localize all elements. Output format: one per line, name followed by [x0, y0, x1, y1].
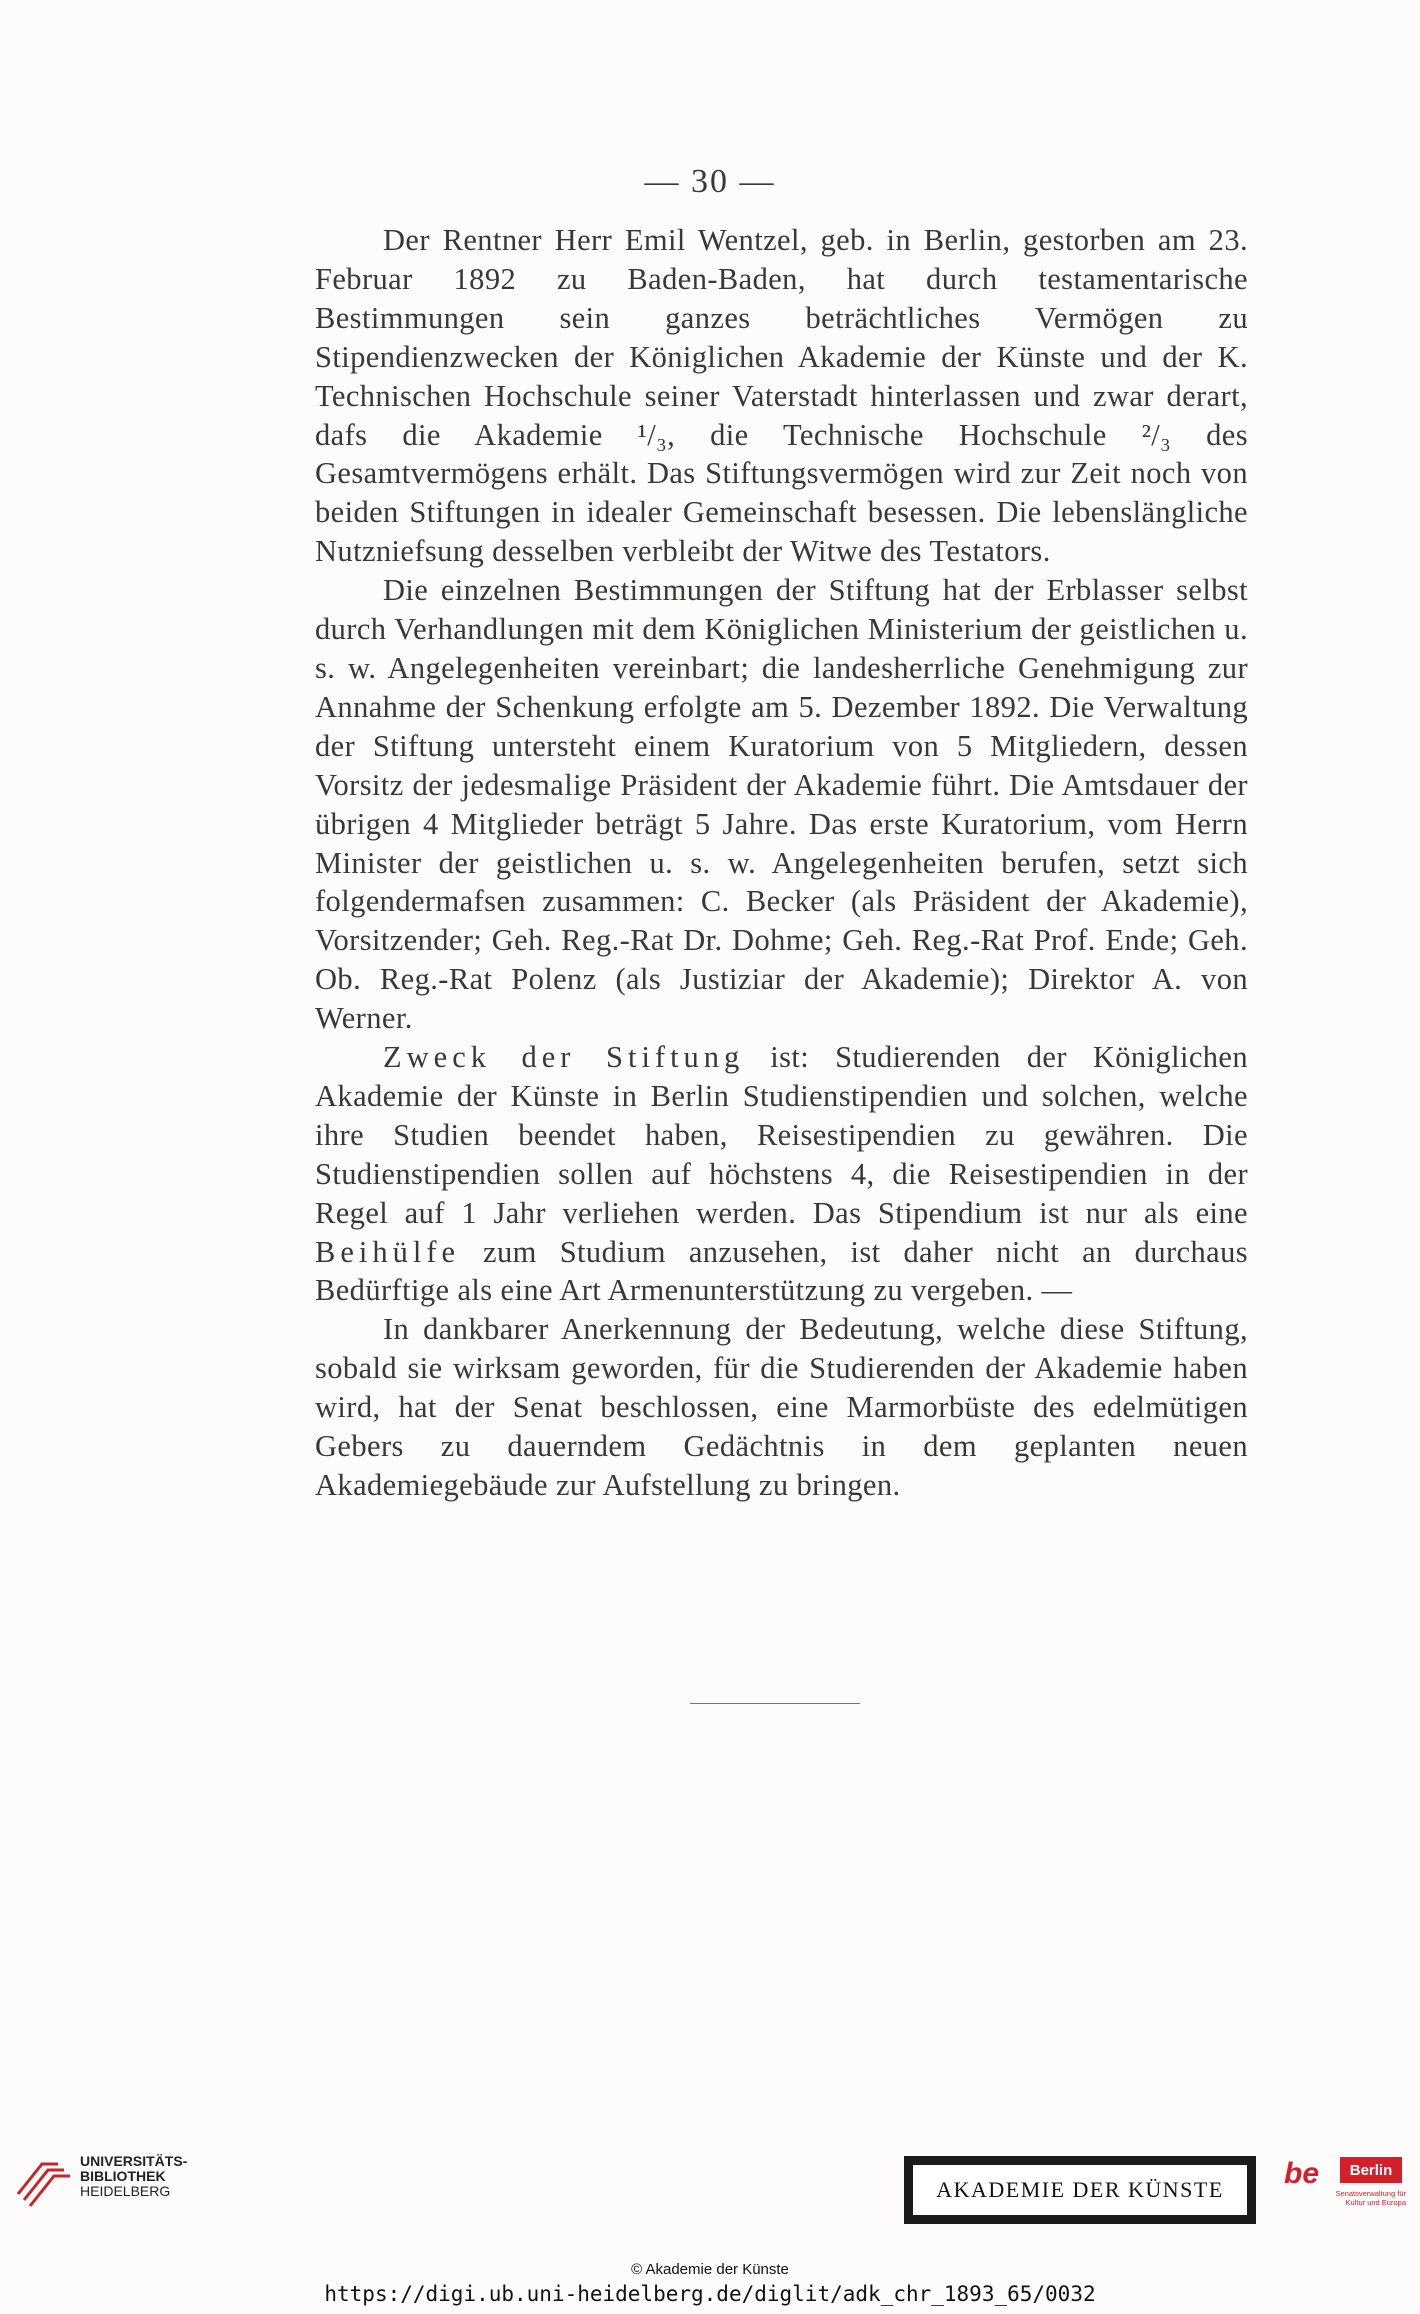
copyright-notice: © Akademie der Künste	[631, 2261, 789, 2278]
paragraph-3-text: ist: Studierenden der Königlichen Akademie der Künste in Berlin Studienstipendien und solchen, welche ihre Studien beendet haben, Reisestipendien zu gewähren. Die Studienstipendien sollen auf höchstens 4, die Reisestipendien in der Regel auf 1 Jahr verliehen werden. Das Stipendium ist nur als eine	[315, 1040, 1248, 1230]
spaced-word-beihuelfe: Beihülfe	[315, 1234, 461, 1269]
berlin-logo-subtitle: Senatsverwaltung für Kultur und Europa	[1335, 2189, 1406, 2207]
paragraph-3	[315, 1038, 1248, 1310]
berlin-senate-logo	[1282, 2153, 1406, 2223]
akademie-badge-label: AKADEMIE DER KÜNSTE	[913, 2165, 1247, 2215]
library-name-line-2: BIBLIOTHEK	[80, 2168, 166, 2184]
paragraph-1: Der Rentner Herr Emil Wentzel, geb. in Berlin, gestorben am 23. Februar 1892 zu Baden-Baden, hat durch testamentarische Bestimmungen sein ganzes beträchtliches Vermögen zu Stipendienzwecken der Königlichen Akademie der Künste und der K. Technischen Hochschule seiner Vaterstadt hinterlassen und zwar derart, dafs die Akademie ¹/₃, die Technische Hochschule ²/₃ des Gesamtvermögens erhält. Das Stiftungsvermögen wird zur Zeit noch von beiden Stiftungen in idealer Gemeinschaft besessen. Die lebenslängliche Nutzniefsung desselben verbleibt der Witwe des Testators.	[315, 223, 1248, 569]
paragraph-4: In dankbarer Anerkennung der Bedeutung, welche diese Stiftung, sobald sie wirksam geworden, für die Studierenden der Akademie haben wird, hat der Senat beschlossen, eine Marmorbüste des edelmütigen Gebers zu dauerndem Gedächtnis in dem geplanten neuen Akademiegebäude zur Aufstellung zu bringen.	[315, 1312, 1248, 1502]
paragraph-2: Die einzelnen Bestimmungen der Stiftung hat der Erblasser selbst durch Verhandlungen mit dem Königlichen Ministerium der geistlichen u. s. w. Angelegenheiten vereinbart; die landesherrliche Genehmigung zur Annahme der Schenkung erfolgte am 5. Dezember 1892. Die Verwaltung der Stiftung untersteht einem Kuratorium von 5 Mitgliedern, dessen Vorsitz der jedesmalige Präsident der Akademie führt. Die Amtsdauer der übrigen 4 Mitglieder beträgt 5 Jahre. Das erste Kuratorium, vom Herrn Minister der geistlichen u. s. w. Angelegenheiten berufen, setzt sich folgendermafsen zusammen: C. Becker (als Präsident der Akademie), Vorsitzender; Geh. Reg.-Rat Dr. Dohme; Geh. Reg.-Rat Prof. Ende; Geh. Ob. Reg.-Rat Polenz (als Justiziar der Akademie); Direktor A. von Werner.	[315, 573, 1248, 1036]
berlin-logo-name: Berlin	[1340, 2157, 1402, 2183]
permalink-url[interactable]: https://digi.ub.uni-heidelberg.de/diglit/adk_chr_1893_65/0032	[324, 2282, 1096, 2306]
page-number: — 30 —	[644, 163, 776, 200]
library-name-line-1: UNIVERSITÄTS-	[80, 2153, 188, 2169]
end-divider	[690, 1703, 860, 1704]
library-name-line-3: HEIDELBERG	[80, 2183, 171, 2199]
paragraph-3-text-after: zum Studium anzusehen, ist daher nicht an durchaus Bedürftige als eine Art Armenunterstützung zu vergeben. —	[315, 1234, 1248, 1308]
spaced-heading-zweck: Zweck der Stiftung	[383, 1040, 745, 1075]
akademie-der-kuenste-badge	[904, 2156, 1256, 2224]
body-text	[315, 221, 1248, 1505]
berlin-logo-prefix: be	[1284, 2157, 1320, 2190]
library-name	[80, 2154, 187, 2199]
